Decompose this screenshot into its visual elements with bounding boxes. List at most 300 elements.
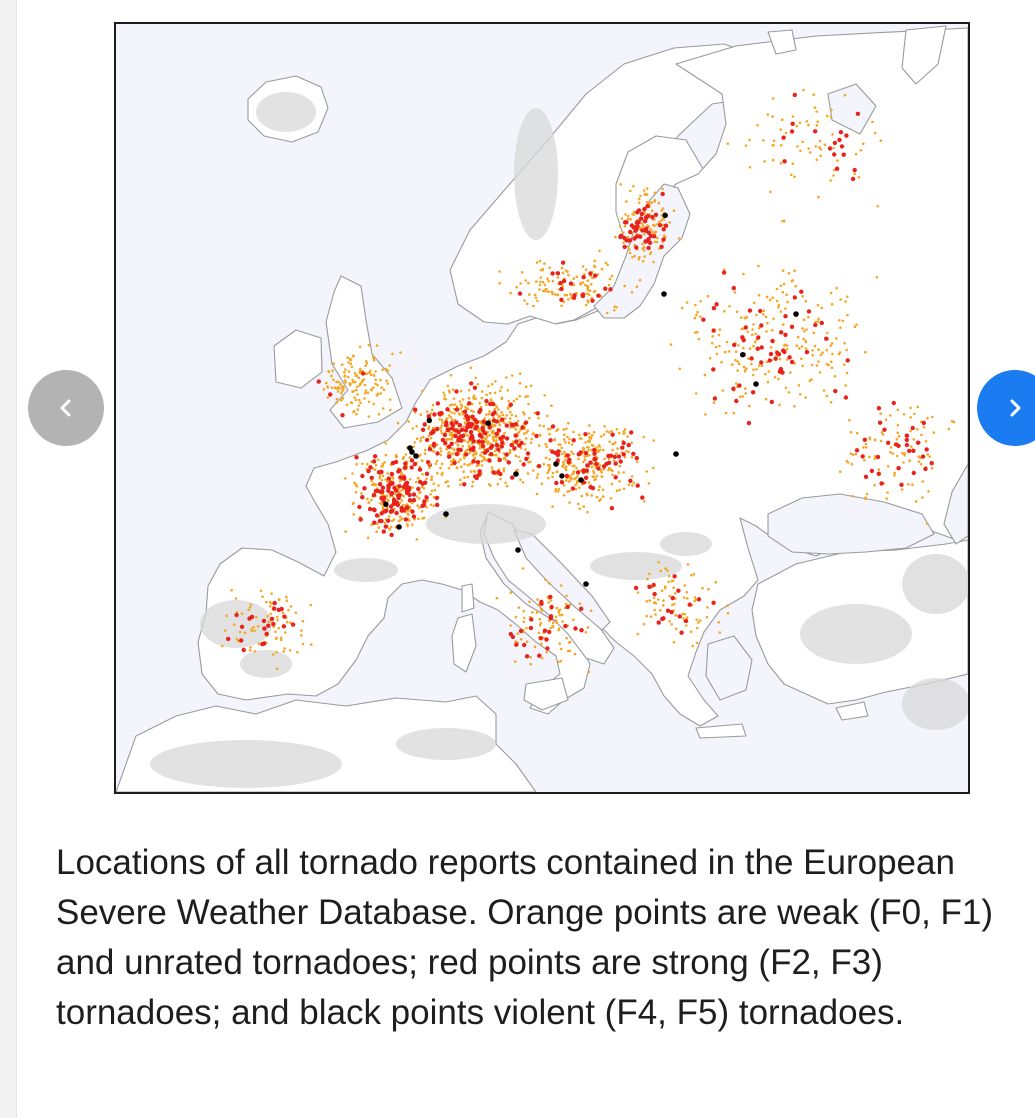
- tornado-report-point: [447, 485, 450, 488]
- tornado-report-point: [383, 388, 386, 391]
- tornado-report-point: [862, 142, 865, 145]
- tornado-report-point: [547, 291, 550, 294]
- tornado-report-point: [805, 350, 809, 354]
- tornado-report-point: [643, 623, 646, 626]
- previous-button[interactable]: [28, 370, 104, 446]
- tornado-report-point: [425, 506, 428, 509]
- tornado-report-point: [695, 392, 698, 395]
- tornado-report-point: [548, 458, 551, 461]
- tornado-report-point: [347, 376, 350, 379]
- tornado-report-point: [553, 439, 556, 442]
- tornado-report-point: [520, 638, 523, 641]
- tornado-report-point: [370, 480, 373, 483]
- tornado-report-point: [519, 382, 522, 385]
- tornado-report-point: [697, 621, 700, 624]
- tornado-report-point: [366, 498, 369, 501]
- tornado-report-point: [918, 460, 921, 463]
- tornado-report-point: [646, 214, 650, 218]
- tornado-report-point: [736, 310, 739, 313]
- tornado-report-point: [391, 520, 394, 523]
- tornado-report-point: [460, 428, 464, 432]
- tornado-report-point: [682, 617, 685, 620]
- tornado-report-point: [907, 483, 910, 486]
- tornado-report-point: [372, 493, 376, 497]
- tornado-report-point: [525, 386, 528, 389]
- tornado-report-point: [451, 418, 454, 421]
- tornado-report-point: [350, 358, 353, 361]
- tornado-report-point: [534, 646, 537, 649]
- tornado-report-point: [614, 236, 617, 239]
- tornado-report-point: [270, 617, 274, 621]
- tornado-report-point: [530, 438, 533, 441]
- tornado-report-point: [603, 433, 606, 436]
- tornado-report-point: [789, 371, 792, 374]
- tornado-report-point: [696, 642, 699, 645]
- tornado-report-point: [373, 374, 376, 377]
- tornado-report-point: [543, 262, 546, 265]
- tornado-report-point: [509, 292, 512, 295]
- tornado-report-point: [341, 397, 344, 400]
- tornado-report-point: [648, 482, 651, 485]
- tornado-report-point: [807, 309, 811, 313]
- tornado-report-point: [520, 425, 524, 429]
- tornado-report-point: [745, 316, 748, 319]
- tornado-report-point: [548, 464, 551, 467]
- tornado-report-point: [402, 477, 406, 481]
- tornado-report-point: [885, 419, 888, 422]
- tornado-report-point: [373, 359, 376, 362]
- tornado-report-point: [481, 397, 484, 400]
- tornado-report-point: [930, 461, 934, 465]
- tornado-report-point: [511, 423, 515, 427]
- tornado-report-point: [633, 211, 636, 214]
- tornado-report-point: [561, 614, 564, 617]
- tornado-report-point: [427, 418, 432, 423]
- tornado-report-point: [355, 491, 358, 494]
- tornado-report-point: [544, 443, 547, 446]
- tornado-report-point: [500, 386, 503, 389]
- tornado-report-point: [410, 509, 414, 513]
- tornado-report-point: [551, 424, 555, 428]
- tornado-report-point: [236, 638, 239, 641]
- tornado-report-point: [686, 301, 689, 304]
- tornado-report-point: [653, 200, 656, 203]
- tornado-report-point: [610, 506, 614, 510]
- tornado-report-point: [574, 484, 577, 487]
- tornado-report-point: [352, 513, 355, 516]
- tornado-report-point: [896, 438, 899, 441]
- tornado-report-point: [558, 627, 561, 630]
- tornado-report-point: [606, 264, 609, 267]
- tornado-report-point: [608, 441, 611, 444]
- tornado-report-point: [296, 651, 299, 654]
- tornado-report-point: [696, 627, 699, 630]
- tornado-report-point: [562, 428, 565, 431]
- tornado-report-point: [812, 93, 815, 96]
- tornado-report-point: [409, 478, 412, 481]
- tornado-report-point: [773, 357, 777, 361]
- tornado-report-point: [553, 451, 557, 455]
- tornado-report-point: [451, 403, 454, 406]
- tornado-report-point: [368, 465, 372, 469]
- tornado-report-point: [740, 335, 744, 339]
- tornado-report-point: [921, 496, 924, 499]
- tornado-report-point: [695, 314, 698, 317]
- tornado-report-point: [527, 282, 530, 285]
- tornado-report-point: [756, 347, 760, 351]
- chevron-right-icon: [1000, 393, 1030, 423]
- tornado-report-point: [727, 612, 730, 615]
- tornado-report-point: [489, 446, 493, 450]
- tornado-report-point: [560, 480, 564, 484]
- tornado-report-point: [701, 318, 705, 322]
- tornado-report-point: [331, 369, 334, 372]
- tornado-report-point: [399, 480, 402, 483]
- tornado-report-point: [742, 273, 745, 276]
- tornado-report-point: [411, 427, 414, 430]
- tornado-report-point: [917, 406, 920, 409]
- tornado-report-point: [864, 475, 868, 479]
- tornado-report-point: [241, 612, 244, 615]
- tornado-report-point: [376, 394, 379, 397]
- tornado-report-point: [572, 431, 575, 434]
- tornado-report-point: [611, 443, 614, 446]
- tornado-report-point: [547, 280, 550, 283]
- tornado-report-point: [579, 602, 582, 605]
- tornado-report-point: [503, 470, 506, 473]
- tornado-report-point: [790, 360, 794, 364]
- tornado-report-point: [528, 601, 531, 604]
- tornado-report-point: [793, 93, 797, 97]
- tornado-report-point: [586, 279, 589, 282]
- tornado-report-point: [435, 496, 439, 500]
- tornado-report-point: [513, 471, 519, 477]
- tornado-report-point: [244, 632, 247, 635]
- tornado-report-point: [631, 441, 634, 444]
- tornado-report-point: [450, 374, 453, 377]
- tornado-report-point: [905, 443, 909, 447]
- tornado-report-point: [826, 395, 829, 398]
- tornado-report-point: [380, 386, 383, 389]
- tornado-report-point: [599, 449, 602, 452]
- tornado-report-point: [424, 495, 428, 499]
- tornado-report-point: [491, 466, 494, 469]
- tornado-report-point: [925, 440, 928, 443]
- tornado-report-point: [628, 248, 631, 251]
- tornado-report-point: [813, 332, 816, 335]
- tornado-report-point: [425, 438, 429, 442]
- tornado-report-point: [627, 215, 630, 218]
- tornado-report-point: [588, 671, 591, 674]
- tornado-report-point: [593, 431, 596, 434]
- tornado-report-point: [559, 287, 563, 291]
- tornado-report-point: [469, 381, 473, 385]
- tornado-report-point: [276, 616, 279, 619]
- tornado-report-point: [911, 449, 915, 453]
- tornado-report-point: [878, 468, 881, 471]
- tornado-report-point: [844, 300, 847, 303]
- tornado-report-point: [442, 392, 445, 395]
- tornado-report-point: [585, 441, 588, 444]
- tornado-report-point: [821, 307, 824, 310]
- tornado-report-point: [494, 380, 497, 383]
- tornado-report-point: [562, 271, 565, 274]
- tornado-report-point: [544, 637, 548, 641]
- tornado-report-point: [634, 586, 638, 590]
- tornado-report-point: [819, 155, 822, 158]
- tornado-report-point: [564, 294, 567, 297]
- tornado-report-point: [461, 445, 464, 448]
- tornado-report-point: [909, 407, 912, 410]
- tornado-report-point: [733, 412, 736, 415]
- tornado-report-point: [741, 328, 744, 331]
- tornado-report-point: [711, 367, 715, 371]
- tornado-report-point: [539, 636, 543, 640]
- tornado-report-point: [854, 325, 857, 328]
- tornado-report-point: [792, 115, 795, 118]
- tornado-report-point: [790, 325, 794, 329]
- tornado-report-point: [804, 340, 807, 343]
- tornado-report-point: [422, 499, 426, 503]
- tornado-report-point: [583, 581, 589, 587]
- tornado-report-point: [635, 224, 639, 228]
- tornado-report-point: [460, 407, 463, 410]
- tornado-report-point: [563, 484, 566, 487]
- tornado-report-point: [629, 190, 632, 193]
- tornado-report-point: [639, 217, 643, 221]
- tornado-report-point: [844, 395, 848, 399]
- tornado-report-point: [475, 425, 479, 429]
- tornado-report-point: [439, 426, 442, 429]
- tornado-report-point: [824, 143, 827, 146]
- next-button[interactable]: [977, 370, 1035, 446]
- tornado-report-point: [441, 473, 444, 476]
- tornado-report-point: [269, 605, 272, 608]
- tornado-report-point: [460, 390, 463, 393]
- tornado-report-point: [524, 420, 528, 424]
- tornado-report-point: [525, 437, 528, 440]
- tornado-report-point: [410, 465, 414, 469]
- tornado-report-point: [282, 614, 286, 618]
- tornado-report-point: [903, 452, 906, 455]
- tornado-report-point: [627, 236, 630, 239]
- tornado-report-point: [353, 396, 356, 399]
- tornado-report-point: [844, 133, 848, 137]
- tornado-report-point: [621, 217, 624, 220]
- tornado-report-point: [552, 622, 555, 625]
- tornado-report-point: [441, 421, 444, 424]
- tornado-report-point: [611, 275, 614, 278]
- tornado-report-point: [713, 401, 716, 404]
- tornado-report-point: [518, 606, 521, 609]
- tornado-report-point: [622, 242, 625, 245]
- tornado-report-point: [585, 269, 588, 272]
- tornado-report-point: [830, 292, 833, 295]
- tornado-report-point: [451, 423, 455, 427]
- tornado-report-point: [583, 432, 587, 436]
- tornado-report-point: [254, 650, 257, 653]
- tornado-report-point: [657, 620, 661, 624]
- tornado-report-point: [787, 355, 791, 359]
- tornado-report-point: [523, 432, 526, 435]
- tornado-report-point: [581, 275, 585, 279]
- tornado-report-point: [492, 410, 496, 414]
- tornado-report-point: [658, 221, 661, 224]
- tornado-report-point: [536, 611, 539, 614]
- tornado-report-point: [855, 448, 859, 452]
- tornado-report-point: [389, 504, 393, 508]
- tornado-report-point: [460, 403, 463, 406]
- tornado-report-point: [618, 432, 621, 435]
- tornado-report-point: [558, 611, 561, 614]
- tornado-report-point: [586, 292, 589, 295]
- tornado-report-point: [559, 298, 563, 302]
- tornado-report-point: [544, 290, 547, 293]
- tornado-report-point: [724, 351, 727, 354]
- tornado-report-point: [388, 364, 391, 367]
- tornado-report-point: [694, 596, 697, 599]
- tornado-report-point: [437, 484, 440, 487]
- tornado-report-point: [668, 221, 671, 224]
- tornado-report-point: [332, 379, 335, 382]
- tornado-report-point: [772, 159, 775, 162]
- tornado-report-point: [736, 369, 739, 372]
- tornado-report-point: [445, 407, 449, 411]
- tornado-report-point: [565, 469, 568, 472]
- tornado-report-point: [449, 433, 452, 436]
- tornado-report-point: [605, 430, 608, 433]
- tornado-report-point: [380, 511, 384, 515]
- tornado-report-point: [653, 609, 656, 612]
- tornado-report-point: [327, 396, 330, 399]
- tornado-report-point: [385, 380, 388, 383]
- tornado-report-point: [421, 460, 424, 463]
- tornado-report-point: [424, 449, 427, 452]
- tornado-report-point: [802, 89, 805, 92]
- tornado-report-point: [861, 454, 865, 458]
- tornado-report-point: [913, 413, 916, 416]
- tornado-report-point: [902, 461, 905, 464]
- tornado-report-point: [394, 488, 398, 492]
- tornado-report-point: [275, 651, 278, 654]
- tornado-report-point: [525, 627, 528, 630]
- tornado-report-point: [258, 642, 261, 645]
- tornado-report-point: [731, 387, 735, 391]
- tornado-report-point: [565, 453, 569, 457]
- tornado-report-point: [805, 347, 808, 350]
- left-edge-panel: [0, 0, 17, 1118]
- tornado-report-point: [360, 492, 363, 495]
- tornado-report-point: [474, 397, 477, 400]
- tornado-report-point: [693, 600, 696, 603]
- tornado-report-point: [673, 451, 679, 457]
- tornado-report-point: [823, 389, 826, 392]
- tornado-report-point: [445, 418, 448, 421]
- tornado-report-point: [885, 497, 888, 500]
- tornado-report-point: [511, 414, 514, 417]
- tornado-report-point: [404, 485, 408, 489]
- tornado-report-point: [762, 139, 765, 142]
- tornado-report-point: [495, 443, 499, 447]
- tornado-report-point: [850, 452, 853, 455]
- tornado-report-point: [765, 330, 768, 333]
- tornado-report-point: [791, 122, 795, 126]
- tornado-report-point: [911, 426, 915, 430]
- tornado-report-point: [364, 384, 367, 387]
- tornado-report-point: [565, 465, 568, 468]
- tornado-report-point: [718, 345, 721, 348]
- tornado-report-point: [395, 500, 399, 504]
- tornado-report-point: [489, 484, 492, 487]
- tornado-report-point: [771, 115, 774, 118]
- tornado-report-point: [899, 483, 903, 487]
- tornado-report-point: [367, 501, 370, 504]
- tornado-report-point: [252, 626, 255, 629]
- tornado-report-point: [893, 474, 896, 477]
- tornado-report-point: [421, 510, 424, 513]
- tornado-report-point: [382, 475, 385, 478]
- tornado-report-point: [766, 296, 769, 299]
- tornado-report-point: [685, 624, 688, 627]
- tornado-report-point: [265, 632, 269, 636]
- tornado-report-point: [514, 660, 517, 663]
- tornado-report-point: [783, 314, 787, 318]
- tornado-report-point: [397, 493, 401, 497]
- tornado-report-point: [853, 173, 856, 176]
- tornado-report-point: [443, 394, 446, 397]
- tornado-report-point: [405, 481, 409, 485]
- tornado-report-point: [809, 151, 812, 154]
- tornado-report-point: [559, 609, 562, 612]
- tornado-report-point: [882, 433, 885, 436]
- tornado-report-point: [739, 396, 742, 399]
- tornado-report-point: [814, 345, 817, 348]
- tornado-report-point: [447, 385, 450, 388]
- tornado-report-point: [560, 660, 563, 663]
- tornado-report-point: [499, 478, 502, 481]
- tornado-report-point: [374, 370, 377, 373]
- tornado-report-point: [481, 440, 485, 444]
- tornado-report-point: [585, 631, 588, 634]
- tornado-report-point: [452, 452, 455, 455]
- tornado-report-point: [546, 277, 549, 280]
- tornado-report-point: [352, 355, 355, 358]
- tornado-report-point: [368, 401, 371, 404]
- tornado-report-point: [577, 503, 580, 506]
- tornado-report-point: [379, 490, 383, 494]
- tornado-report-point: [417, 517, 420, 520]
- tornado-report-point: [804, 396, 807, 399]
- tornado-report-point: [286, 599, 289, 602]
- tornado-report-point: [516, 398, 519, 401]
- tornado-report-point: [751, 328, 754, 331]
- tornado-report-point: [763, 309, 766, 312]
- tornado-report-point: [610, 497, 613, 500]
- tornado-report-point: [352, 390, 355, 393]
- tornado-report-point: [752, 368, 755, 371]
- tornado-report-point: [582, 265, 585, 268]
- tornado-report-point: [714, 302, 718, 306]
- tornado-report-point: [522, 610, 525, 613]
- tornado-report-point: [626, 435, 629, 438]
- tornado-report-point: [813, 129, 817, 133]
- tornado-report-point: [282, 612, 285, 615]
- tornado-report-point: [335, 387, 338, 390]
- tornado-report-point: [496, 436, 499, 439]
- tornado-report-point: [407, 420, 410, 423]
- tornado-report-point: [569, 293, 572, 296]
- tornado-report-point: [803, 330, 806, 333]
